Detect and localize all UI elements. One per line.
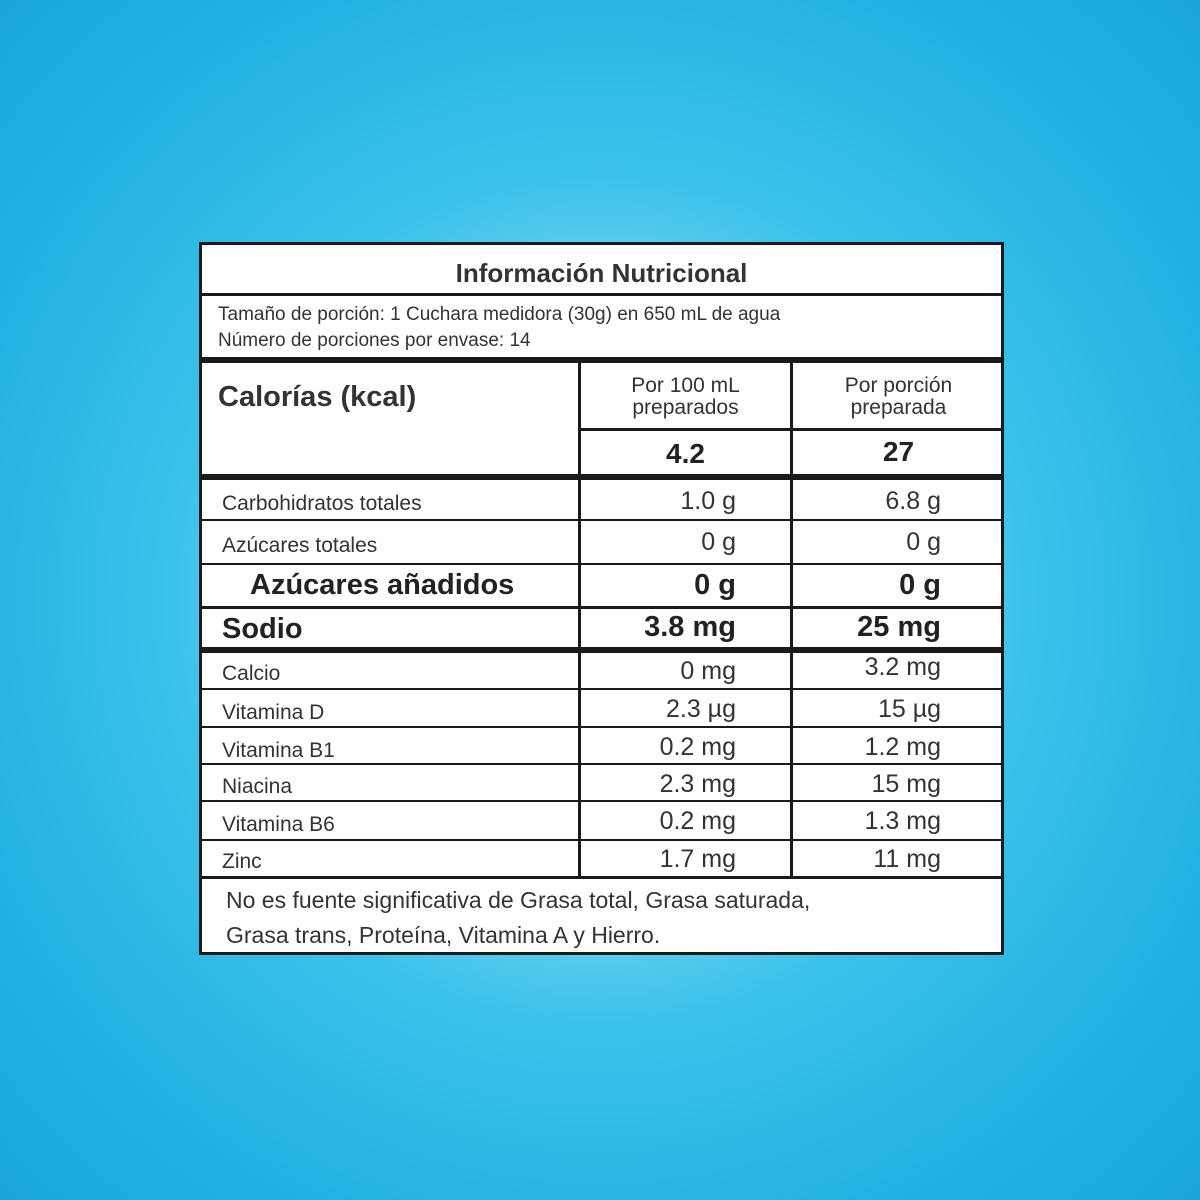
- nutrient-name-zinc: Zinc: [222, 850, 262, 873]
- divider: [202, 800, 1001, 802]
- divider-thick: [202, 474, 1001, 480]
- column-divider: [578, 653, 581, 878]
- value-per100-vitamina-b6: 0.2 mg: [659, 807, 736, 835]
- column-header-per100: Por 100 mL preparados: [631, 374, 740, 420]
- nutrient-name-vitamina-d: Vitamina D: [222, 701, 325, 724]
- value-per100-azucares-totales: 0 g: [701, 528, 736, 556]
- value-perserving-azucares-anadidos: 0 g: [899, 569, 941, 601]
- nutrient-name-azucares-anadidos: Azúcares añadidos: [250, 569, 515, 601]
- value-perserving-sodio: 25 mg: [857, 611, 941, 643]
- divider: [202, 293, 1001, 296]
- value-perserving-calcio: 3.2 mg: [864, 653, 941, 681]
- value-perserving-vitamina-b1: 1.2 mg: [864, 733, 941, 761]
- value-perserving-azucares-totales: 0 g: [906, 528, 941, 556]
- value-perserving-zinc: 11 mg: [873, 845, 941, 873]
- divider: [202, 876, 1001, 879]
- nutrient-name-azucares-totales: Azúcares totales: [222, 534, 378, 557]
- nutrient-name-sodio: Sodio: [222, 613, 303, 645]
- nutrient-name-calcio: Calcio: [222, 662, 281, 685]
- value-per100-azucares-anadidos: 0 g: [694, 569, 736, 601]
- nutrient-name-carbohidratos: Carbohidratos totales: [222, 492, 422, 515]
- value-perserving-vitamina-b6: 1.3 mg: [864, 807, 941, 835]
- nutrition-facts-label: [199, 242, 1004, 955]
- divider: [202, 688, 1001, 690]
- divider: [202, 519, 1001, 521]
- value-per100-sodio: 3.8 mg: [644, 611, 736, 643]
- value-per100-zinc: 1.7 mg: [659, 845, 736, 873]
- serving-size: Tamaño de porción: 1 Cuchara medidora (30g) en 650 mL de agua: [218, 304, 781, 325]
- divider: [202, 839, 1001, 841]
- divider-thick: [202, 357, 1001, 363]
- label-title: Información Nutricional: [455, 258, 748, 288]
- divider: [202, 606, 1001, 609]
- footnote-line-1: No es fuente significativa de Grasa total, Grasa saturada,: [226, 887, 811, 913]
- value-per100-vitamina-b1: 0.2 mg: [659, 733, 736, 761]
- divider: [202, 563, 1001, 565]
- value-perserving-niacina: 15 mg: [871, 770, 941, 798]
- column-header-perserving: Por porción preparada: [844, 374, 953, 420]
- column-divider: [790, 653, 793, 878]
- calories-perserving: 27: [882, 436, 915, 467]
- value-per100-calcio: 0 mg: [680, 657, 736, 685]
- value-per100-niacina: 2.3 mg: [659, 770, 736, 798]
- value-perserving-carbohidratos: 6.8 g: [885, 487, 941, 515]
- value-per100-carbohidratos: 1.0 g: [680, 487, 736, 515]
- divider: [202, 763, 1001, 765]
- footnote-line-2: Grasa trans, Proteína, Vitamina A y Hierro.: [226, 922, 661, 948]
- calories-per100: 4.2: [666, 438, 705, 469]
- divider: [578, 428, 1001, 431]
- nutrient-name-vitamina-b6: Vitamina B6: [222, 813, 335, 836]
- servings-per-container: Número de porciones por envase: 14: [218, 330, 531, 351]
- calories-label: Calorías (kcal): [218, 381, 417, 413]
- nutrient-name-niacina: Niacina: [222, 775, 293, 798]
- value-per100-vitamina-d: 2.3 µg: [665, 695, 736, 723]
- nutrient-name-vitamina-b1: Vitamina B1: [222, 739, 335, 762]
- value-perserving-vitamina-d: 15 µg: [877, 695, 941, 723]
- divider: [202, 726, 1001, 728]
